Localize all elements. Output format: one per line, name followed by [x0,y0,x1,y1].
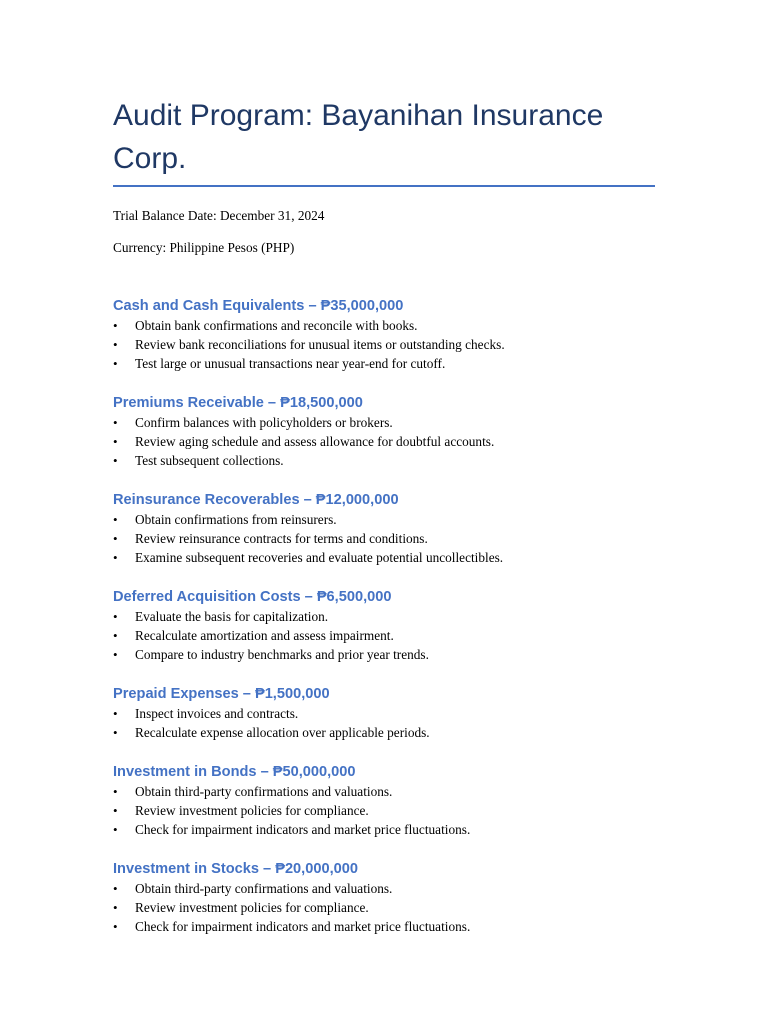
procedure-list [113,782,655,839]
procedure-text: Review investment policies for compliance. [135,900,369,915]
bullet-icon: • [113,628,118,643]
bullet-icon: • [113,318,118,333]
bullet-icon: • [113,725,118,740]
procedure-list [113,510,655,567]
section-heading: Investment in Stocks – ₱20,000,000 [113,861,358,877]
bullet-icon: • [113,531,118,546]
procedure-text: Recalculate amortization and assess impairment. [135,628,394,643]
procedure-list-item [113,510,655,529]
audit-section [113,859,655,936]
audit-section [113,296,655,373]
procedure-list-item [113,335,655,354]
procedure-list-item [113,529,655,548]
title-underline-rule [113,185,655,187]
bullet-icon: • [113,647,118,662]
audit-section [113,684,655,742]
audit-section [113,587,655,664]
procedure-list-item [113,354,655,373]
procedure-list-item [113,432,655,451]
audit-section [113,490,655,567]
procedure-list-item [113,723,655,742]
procedure-text: Review bank reconciliations for unusual items or outstanding checks. [135,337,505,352]
currency-line: Currency: Philippine Pesos (PHP) [113,240,295,255]
bullet-icon: • [113,512,118,527]
procedure-list-item [113,801,655,820]
audit-sections [113,296,655,936]
bullet-icon: • [113,803,118,818]
procedure-text: Inspect invoices and contracts. [135,706,299,721]
procedure-text: Compare to industry benchmarks and prior year trends. [135,647,429,662]
procedure-list-item [113,548,655,567]
procedure-list-item [113,645,655,664]
procedure-list-item [113,413,655,432]
procedure-text: Check for impairment indicators and market price fluctuations. [135,822,471,837]
procedure-list-item [113,626,655,645]
procedure-text: Recalculate expense allocation over applicable periods. [135,725,430,740]
procedure-list [113,704,655,742]
bullet-icon: • [113,434,118,449]
section-heading: Premiums Receivable – ₱18,500,000 [113,395,363,411]
procedure-list-item [113,607,655,626]
procedure-list-item [113,704,655,723]
bullet-icon: • [113,415,118,430]
bullet-icon: • [113,822,118,837]
section-heading: Reinsurance Recoverables – ₱12,000,000 [113,492,399,508]
procedure-text: Obtain confirmations from reinsurers. [135,512,337,527]
procedure-text: Review investment policies for compliance. [135,803,369,818]
procedure-list [113,879,655,936]
procedure-list-item [113,316,655,335]
section-heading: Deferred Acquisition Costs – ₱6,500,000 [113,589,392,605]
section-heading: Cash and Cash Equivalents – ₱35,000,000 [113,298,404,314]
bullet-icon: • [113,919,118,934]
procedure-text: Test large or unusual transactions near year-end for cutoff. [135,356,446,371]
procedure-text: Review aging schedule and assess allowance for doubtful accounts. [135,434,495,449]
bullet-icon: • [113,609,118,624]
trial-balance-date: Trial Balance Date: December 31, 2024 [113,208,325,223]
procedure-list-item [113,917,655,936]
bullet-icon: • [113,550,118,565]
bullet-icon: • [113,900,118,915]
procedure-list-item [113,898,655,917]
procedure-text: Examine subsequent recoveries and evaluate potential uncollectibles. [135,550,504,565]
procedure-text: Evaluate the basis for capitalization. [135,609,329,624]
procedure-text: Obtain third-party confirmations and valuations. [135,881,393,896]
procedure-list-item [113,451,655,470]
document-title: Audit Program: Bayanihan Insurance Corp. [113,99,604,175]
section-heading: Prepaid Expenses – ₱1,500,000 [113,686,330,702]
bullet-icon: • [113,453,118,468]
procedure-text: Obtain third-party confirmations and valuations. [135,784,393,799]
bullet-icon: • [113,337,118,352]
bullet-icon: • [113,784,118,799]
procedure-list-item [113,820,655,839]
procedure-text: Check for impairment indicators and market price fluctuations. [135,919,471,934]
bullet-icon: • [113,881,118,896]
bullet-icon: • [113,706,118,721]
procedure-list [113,316,655,373]
audit-section [113,762,655,839]
section-heading: Investment in Bonds – ₱50,000,000 [113,764,356,780]
bullet-icon: • [113,356,118,371]
audit-section [113,393,655,470]
procedure-list-item [113,782,655,801]
procedure-text: Test subsequent collections. [135,453,284,468]
procedure-list [113,607,655,664]
procedure-list [113,413,655,470]
procedure-text: Confirm balances with policyholders or brokers. [135,415,393,430]
procedure-text: Review reinsurance contracts for terms and conditions. [135,531,428,546]
procedure-text: Obtain bank confirmations and reconcile with books. [135,318,418,333]
document-page [113,0,655,956]
procedure-list-item [113,879,655,898]
